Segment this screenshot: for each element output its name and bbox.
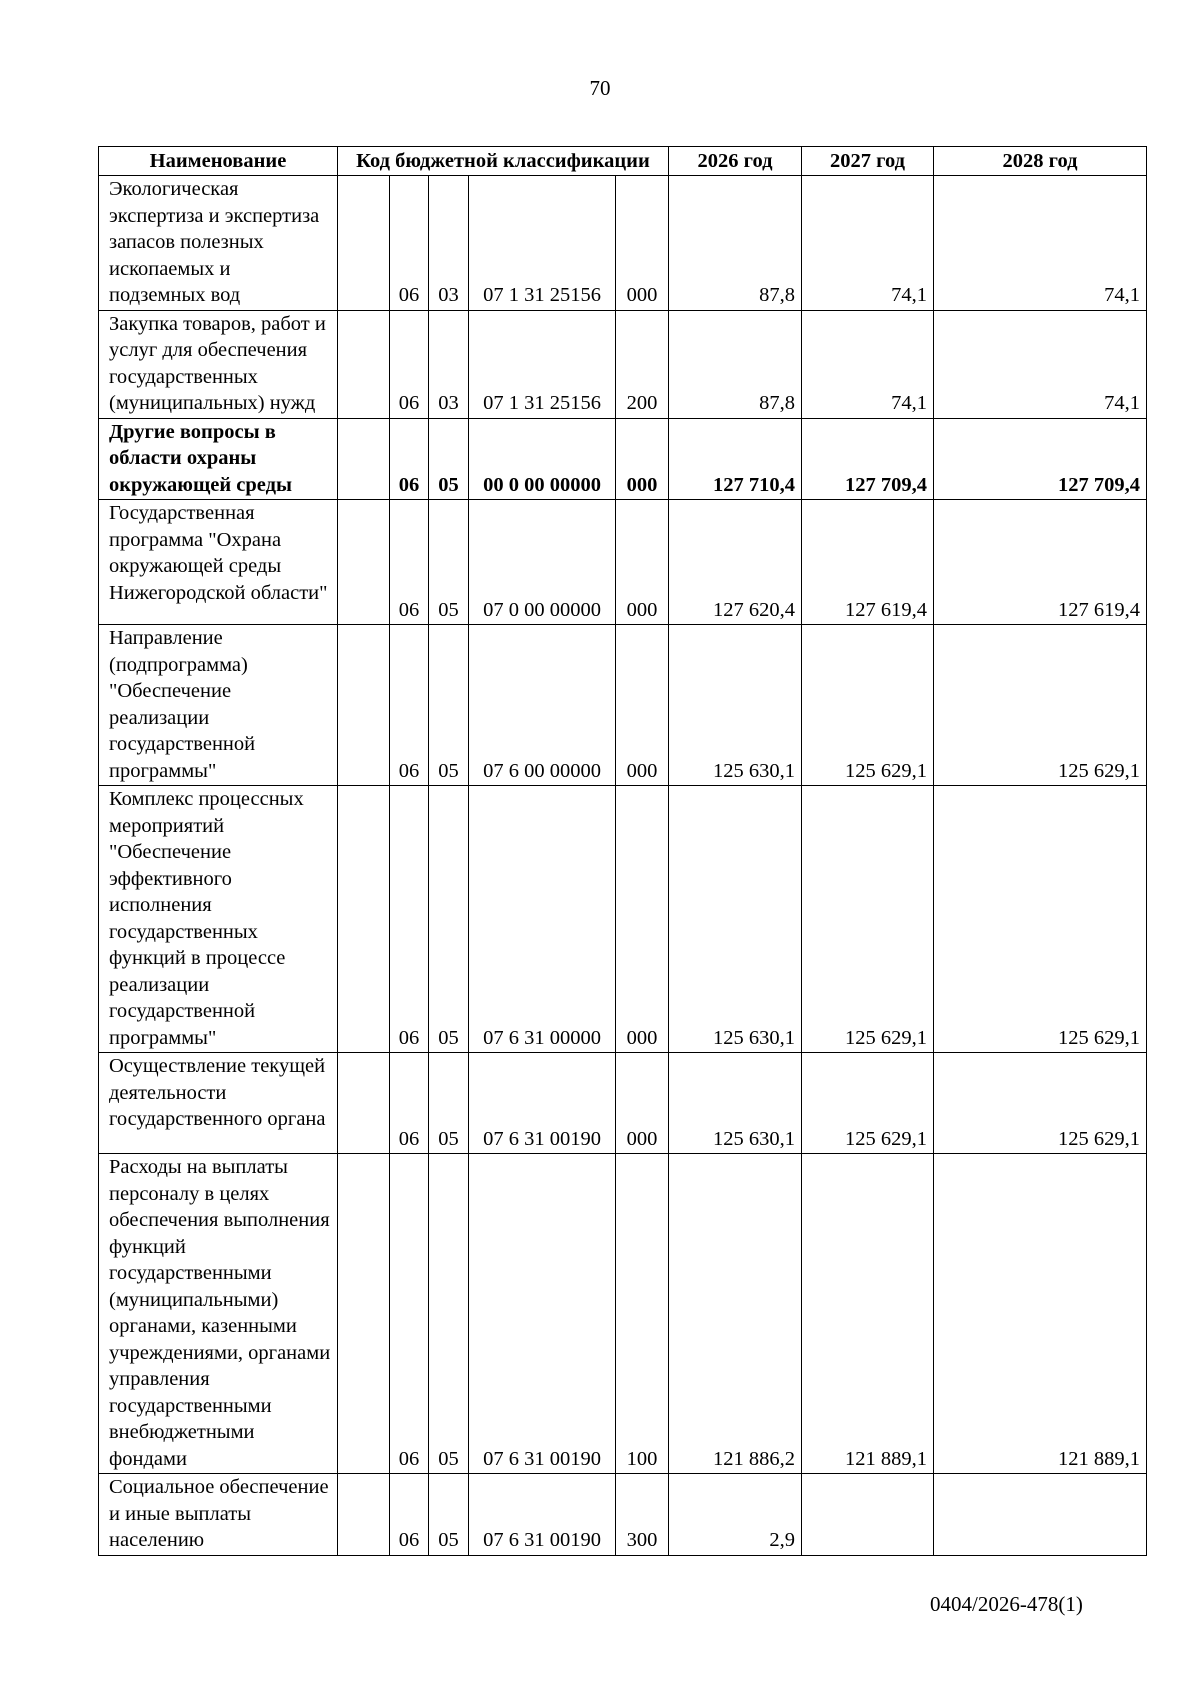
value-2027: 125 629,1 [802, 786, 934, 1053]
code-subsection: 05 [429, 1474, 469, 1556]
code-col-empty [338, 1474, 390, 1556]
code-col-empty [338, 176, 390, 311]
code-expense-type: 000 [616, 625, 669, 786]
value-2028: 125 629,1 [934, 786, 1147, 1053]
code-section: 06 [390, 625, 429, 786]
value-2028: 74,1 [934, 176, 1147, 311]
table-row [99, 500, 1147, 625]
value-2026: 125 630,1 [669, 1053, 802, 1154]
code-expense-type: 000 [616, 1053, 669, 1154]
row-name: Осуществление текущей деятельности государственного органа [99, 1053, 338, 1154]
code-target-article: 07 6 00 00000 [469, 625, 616, 786]
code-subsection: 05 [429, 1154, 469, 1474]
value-2026: 87,8 [669, 176, 802, 311]
code-target-article: 07 6 31 00190 [469, 1053, 616, 1154]
code-target-article: 07 6 31 00000 [469, 786, 616, 1053]
value-2028 [934, 1474, 1147, 1556]
code-section: 06 [390, 310, 429, 418]
code-target-article: 07 6 31 00190 [469, 1474, 616, 1556]
value-2027: 74,1 [802, 310, 934, 418]
table-row [99, 786, 1147, 1053]
code-subsection: 05 [429, 1053, 469, 1154]
table-row [99, 625, 1147, 786]
header-code: Код бюджетной классификации [338, 147, 669, 176]
row-name: Социальное обеспечение и иные выплаты населению [99, 1474, 338, 1556]
code-col-empty [338, 625, 390, 786]
code-section: 06 [390, 500, 429, 625]
value-2027: 127 619,4 [802, 500, 934, 625]
value-2028: 121 889,1 [934, 1154, 1147, 1474]
code-col-empty [338, 786, 390, 1053]
code-target-article: 07 1 31 25156 [469, 176, 616, 311]
code-col-empty [338, 1154, 390, 1474]
code-section: 06 [390, 1154, 429, 1474]
header-2026: 2026 год [669, 147, 802, 176]
header-2028: 2028 год [934, 147, 1147, 176]
header-name: Наименование [99, 147, 338, 176]
value-2026: 127 710,4 [669, 418, 802, 500]
budget-table [98, 146, 1147, 1556]
code-subsection: 05 [429, 786, 469, 1053]
code-expense-type: 000 [616, 500, 669, 625]
row-name: Комплекс процессных мероприятий "Обеспечение эффективного исполнения государственных функций в процессе реализации государственной программы" [99, 786, 338, 1053]
value-2026: 125 630,1 [669, 625, 802, 786]
header-2027: 2027 год [802, 147, 934, 176]
value-2028: 125 629,1 [934, 625, 1147, 786]
code-target-article: 07 1 31 25156 [469, 310, 616, 418]
code-section: 06 [390, 786, 429, 1053]
value-2028: 127 619,4 [934, 500, 1147, 625]
table-row [99, 1154, 1147, 1474]
code-subsection: 03 [429, 176, 469, 311]
table-row [99, 1474, 1147, 1556]
code-col-empty [338, 418, 390, 500]
table-header-row [99, 147, 1147, 176]
table-row [99, 310, 1147, 418]
page-number: 70 [589, 76, 611, 100]
code-expense-type: 000 [616, 176, 669, 311]
value-2027 [802, 1474, 934, 1556]
code-subsection: 05 [429, 500, 469, 625]
code-expense-type: 200 [616, 310, 669, 418]
row-name: Закупка товаров, работ и услуг для обеспечения государственных (муниципальных) нужд [99, 310, 338, 418]
code-col-empty [338, 310, 390, 418]
table-row [99, 1053, 1147, 1154]
value-2028: 125 629,1 [934, 1053, 1147, 1154]
value-2026: 2,9 [669, 1474, 802, 1556]
code-target-article: 07 6 31 00190 [469, 1154, 616, 1474]
code-col-empty [338, 1053, 390, 1154]
code-col-empty [338, 500, 390, 625]
value-2027: 125 629,1 [802, 625, 934, 786]
value-2026: 87,8 [669, 310, 802, 418]
row-name: Государственная программа "Охрана окружающей среды Нижегородской области" [99, 500, 338, 625]
code-section: 06 [390, 418, 429, 500]
code-target-article: 00 0 00 00000 [469, 418, 616, 500]
row-name: Расходы на выплаты персоналу в целях обеспечения выполнения функций государственными (муниципальными) органами, казенными учреждениями, органами управления государственными внебюджетными фондами [99, 1154, 338, 1474]
value-2026: 121 886,2 [669, 1154, 802, 1474]
row-name: Экологическая экспертиза и экспертиза запасов полезных ископаемых и подземных вод [99, 176, 338, 311]
table-row [99, 176, 1147, 311]
document-id: 0404/2026-478(1) [930, 1592, 1083, 1616]
row-name: Направление (подпрограмма) "Обеспечение реализации государственной программы" [99, 625, 338, 786]
code-section: 06 [390, 176, 429, 311]
value-2027: 74,1 [802, 176, 934, 311]
code-target-article: 07 0 00 00000 [469, 500, 616, 625]
value-2028: 127 709,4 [934, 418, 1147, 500]
value-2027: 127 709,4 [802, 418, 934, 500]
code-subsection: 03 [429, 310, 469, 418]
code-subsection: 05 [429, 625, 469, 786]
code-section: 06 [390, 1474, 429, 1556]
value-2028: 74,1 [934, 310, 1147, 418]
table-row [99, 418, 1147, 500]
code-expense-type: 300 [616, 1474, 669, 1556]
value-2026: 127 620,4 [669, 500, 802, 625]
code-expense-type: 100 [616, 1154, 669, 1474]
value-2027: 121 889,1 [802, 1154, 934, 1474]
code-expense-type: 000 [616, 418, 669, 500]
code-section: 06 [390, 1053, 429, 1154]
value-2026: 125 630,1 [669, 786, 802, 1053]
code-expense-type: 000 [616, 786, 669, 1053]
row-name: Другие вопросы в области охраны окружающей среды [99, 418, 338, 500]
code-subsection: 05 [429, 418, 469, 500]
value-2027: 125 629,1 [802, 1053, 934, 1154]
